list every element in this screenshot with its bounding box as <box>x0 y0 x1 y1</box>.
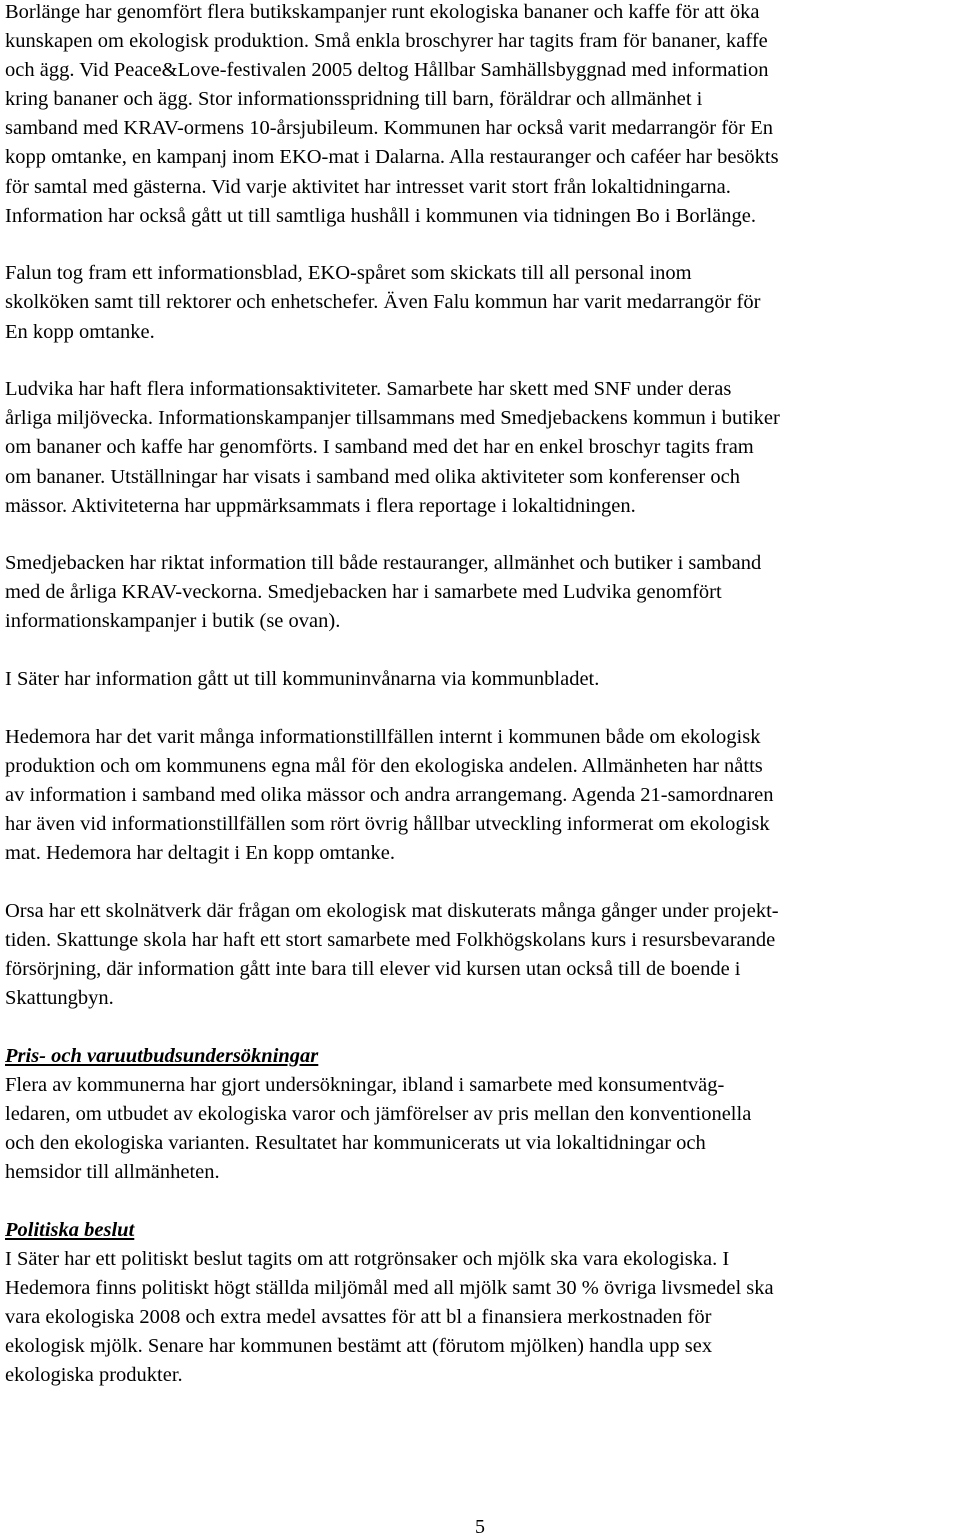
text-line: En kopp omtanke. <box>5 320 155 343</box>
text-line: samband med KRAV-ormens 10-årsjubileum. Kommunen har också varit medarrangör för En <box>5 117 773 140</box>
paragraph-orsa <box>5 897 955 1013</box>
paragraph-sater <box>5 665 955 694</box>
paragraph-ludvika <box>5 375 955 520</box>
text-line: försörjning, där information gått inte bara till elever vid kursen utan också till de boende i <box>5 958 741 981</box>
section-pris-och-varuutbud <box>5 1042 955 1187</box>
text-line: för samtal med gästerna. Vid varje aktivitet har intresset varit stort från lokaltidningarna. <box>5 175 731 198</box>
text-line: Hedemora har det varit många informationstillfällen internt i kommunen både om ekologisk <box>5 725 761 748</box>
text-line: om bananer. Utställningar har visats i samband med olika aktiviteter som konferenser och <box>5 465 740 488</box>
text-line: med de årliga KRAV-veckorna. Smedjebacken har i samarbete med Ludvika genomfört <box>5 581 722 604</box>
text-line: Hedemora finns politiskt högt ställda miljömål med all mjölk samt 30 % övriga livsmedel ska <box>5 1277 774 1300</box>
text-line: ledaren, om utbudet av ekologiska varor och jämförelser av pris mellan den konventionella <box>5 1103 752 1126</box>
paragraph-falun <box>5 259 955 346</box>
text-line: och den ekologiska varianten. Resultatet har kommunicerats ut via lokaltidningar och <box>5 1132 706 1155</box>
text-line: Orsa har ett skolnätverk där frågan om ekologisk mat diskuterats många gånger under projekt- <box>5 899 779 922</box>
text-line: tiden. Skattunge skola har haft ett stort samarbete med Folkhögskolans kurs i resursbevarande <box>5 929 776 951</box>
document-page <box>5 0 955 1419</box>
text-line: I Säter har information gått ut till kommuninvånarna via kommunbladet. <box>5 668 600 691</box>
section-heading: Politiska beslut <box>5 1218 135 1241</box>
text-line: av information i samband med olika mässor och andra arrangemang. Agenda 21-samordnaren <box>5 784 774 807</box>
text-line: produktion och om kommunens egna mål för den ekologiska andelen. Allmänheten har nåtts <box>5 754 763 777</box>
text-line: kring bananer och ägg. Stor informationsspridning till barn, föräldrar och allmänhet i <box>5 88 703 111</box>
text-line: Flera av kommunerna har gjort undersökningar, ibland i samarbete med konsumentväg- <box>5 1073 725 1096</box>
text-line: informationskampanjer i butik (se ovan). <box>5 610 341 633</box>
text-line: ekologisk mjölk. Senare har kommunen bestämt att (förutom mjölken) handla upp sex <box>5 1335 713 1358</box>
paragraph-smedjebacken <box>5 549 955 636</box>
text-line: årliga miljövecka. Informationskampanjer tillsammans med Smedjebackens kommun i butiker <box>5 407 780 430</box>
section-heading: Pris- och varuutbudsundersökningar <box>5 1044 319 1067</box>
text-line: Falun tog fram ett informationsblad, EKO-spåret som skickats till all personal inom <box>5 262 692 285</box>
text-line: kunskapen om ekologisk produktion. Små enkla broschyrer har tagits fram för bananer, kaffe <box>5 30 768 53</box>
paragraph-borlange <box>5 0 955 231</box>
text-line: om bananer och kaffe har genomförts. I samband med det har en enkel broschyr tagits fram <box>5 436 754 459</box>
text-line: Information har också gått ut till samtliga hushåll i kommunen via tidningen Bo i Borlänge. <box>5 204 756 227</box>
text-line: Skattungbyn. <box>5 987 114 1010</box>
text-line: hemsidor till allmänheten. <box>5 1161 220 1184</box>
text-line: I Säter har ett politiskt beslut tagits om att rotgrönsaker och mjölk ska vara ekologiska. I <box>5 1248 730 1271</box>
paragraph-hedemora <box>5 723 955 868</box>
text-line: Borlänge har genomfört flera butikskampanjer runt ekologiska bananer och kaffe för att öka <box>5 1 760 23</box>
text-line: Ludvika har haft flera informationsaktiviteter. Samarbete har skett med SNF under deras <box>5 378 732 401</box>
text-line: mässor. Aktiviteterna har uppmärksammats i flera reportage i lokaltidningen. <box>5 494 636 517</box>
text-line: har även vid informationstillfällen som rört övrig hållbar utveckling informerat om ekologisk <box>5 813 770 836</box>
text-line: kopp omtanke, en kampanj inom EKO-mat i Dalarna. Alla restauranger och caféer har besökts <box>5 146 779 169</box>
text-line: skolköken samt till rektorer och enhetschefer. Även Falu kommun har varit medarrangör för <box>5 291 761 314</box>
text-line: mat. Hedemora har deltagit i En kopp omtanke. <box>5 842 395 865</box>
text-line: Smedjebacken har riktat information till både restauranger, allmänhet och butiker i samband <box>5 552 762 575</box>
section-politiska-beslut <box>5 1216 955 1391</box>
page-number: 5 <box>475 1516 485 1538</box>
text-line: ekologiska produkter. <box>5 1364 183 1387</box>
text-line: och ägg. Vid Peace&Love-festivalen 2005 deltog Hållbar Samhällsbyggnad med information <box>5 59 769 82</box>
text-line: vara ekologiska 2008 och extra medel avsattes för att bl a finansiera merkostnaden för <box>5 1306 712 1329</box>
